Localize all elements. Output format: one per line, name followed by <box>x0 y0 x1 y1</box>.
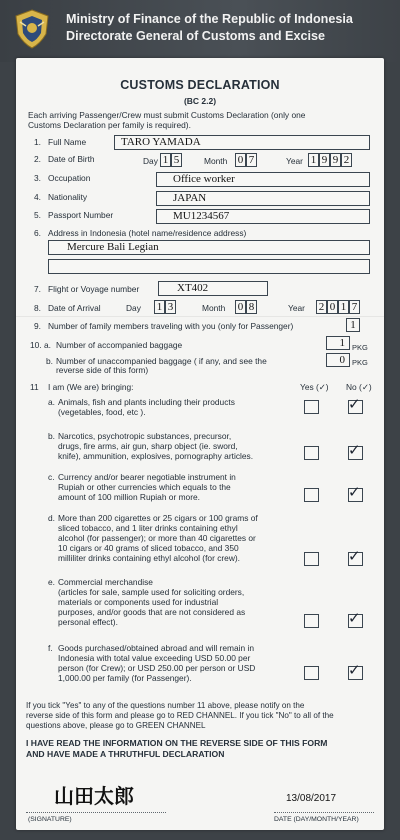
field-1-number: 1. <box>34 137 41 147</box>
field-6-number: 6. <box>34 228 41 238</box>
item-b-text: Narcotics, psychotropic substances, precursor, <box>58 431 232 441</box>
nationality-field[interactable]: JAPAN <box>156 191 370 206</box>
directorate-title: Directorate General of Customs and Excise <box>66 29 325 43</box>
item-d-no-mark: ✓ <box>348 547 361 565</box>
unaccompanied-baggage-unit: PKG <box>352 358 368 367</box>
family-members-label: Number of family members traveling with you (only for Passenger) <box>48 321 294 331</box>
item-d-no-checkbox[interactable] <box>348 547 363 566</box>
item-e-text: materials or components used for industrial <box>58 597 219 607</box>
field-10a-number: 10. a. <box>30 340 51 350</box>
field-4-number: 4. <box>34 192 41 202</box>
passport-label: Passport Number <box>48 210 114 220</box>
date-label: DATE (DAY/MONTH/YEAR) <box>274 816 359 823</box>
channel-notice: reverse side of this form and please go to RED CHANNEL. If you tick "No" to all of the <box>26 711 334 720</box>
field-2-number: 2. <box>34 154 41 164</box>
item-d-letter: d. <box>48 513 55 523</box>
dob-year-digit[interactable]: 9 <box>330 153 341 167</box>
item-b-no-mark: ✓ <box>348 441 361 459</box>
customs-declaration-form <box>16 58 384 830</box>
item-a-text: Animals, fish and plants including their products <box>58 397 235 407</box>
arrival-month-label: Month <box>202 303 226 313</box>
item-f-text: Goods purchased/obtained abroad and will remain in <box>58 643 255 653</box>
ministry-title: Ministry of Finance of the Republic of Indonesia <box>66 12 353 26</box>
arrival-day-label: Day <box>126 303 141 313</box>
flight-number-field[interactable]: XT402 <box>158 281 268 296</box>
item-c-no-mark: ✓ <box>348 483 361 501</box>
arrival-year-label: Year <box>288 303 305 313</box>
intro-line-2: Customs Declaration per family is required). <box>28 120 191 130</box>
occupation-field[interactable]: Office worker <box>156 172 370 187</box>
item-f-text: 1,000.00 per family (for Passenger). <box>58 673 192 683</box>
field-8-number: 8. <box>34 303 41 313</box>
occupation-label: Occupation <box>48 173 91 183</box>
customs-emblem-icon <box>12 8 52 50</box>
item-a-text: (vegetables, food, etc ). <box>58 407 146 417</box>
arrival-date-label: Date of Arrival <box>48 303 101 313</box>
form-code: (BC 2.2) <box>183 96 217 106</box>
item-a-yes-checkbox[interactable] <box>304 400 319 414</box>
field-9-number: 9. <box>34 321 41 331</box>
address-field-line-1[interactable]: Mercure Bali Legian <box>48 240 370 255</box>
field-3-number: 3. <box>34 173 41 183</box>
arrival-year-digit[interactable]: 1 <box>338 300 349 314</box>
item-e-no-checkbox[interactable] <box>348 609 363 628</box>
item-f-text: Indonesia with total value exceeding USD 50.00 per <box>58 653 251 663</box>
header-band <box>0 0 400 62</box>
item-a-no-checkbox[interactable] <box>348 395 363 414</box>
nationality-label: Nationality <box>48 192 88 202</box>
item-d-text: 10 cigars or 40 grams of sliced tobacco, and 350 <box>58 543 239 553</box>
arrival-year-digit[interactable]: 7 <box>349 300 360 314</box>
item-e-text: purposes, and/or goods that are not considered as <box>58 607 246 617</box>
dob-year-digit[interactable]: 1 <box>308 153 319 167</box>
dob-month-label: Month <box>204 156 228 166</box>
date-line <box>274 812 374 813</box>
item-a-no-mark: ✓ <box>348 395 361 413</box>
item-d-text: More than 200 cigarettes or 25 cigars or 100 grams of <box>58 513 258 523</box>
bringing-label: I am (We are) bringing: <box>48 382 134 392</box>
accompanied-baggage-unit: PKG <box>352 343 368 352</box>
item-c-no-checkbox[interactable] <box>348 483 363 502</box>
item-b-yes-checkbox[interactable] <box>304 446 319 460</box>
item-d-text: sliced tobacco, and 1 liter drinks containing ethyl <box>58 523 238 533</box>
item-e-no-mark: ✓ <box>348 609 361 627</box>
full-name-label: Full Name <box>48 137 87 147</box>
unaccompanied-baggage-label-2: reverse side of this form) <box>56 365 149 375</box>
item-f-text: person (for Crew); or USD 250.00 per person or USD <box>58 663 256 673</box>
arrival-year-digit[interactable]: 0 <box>327 300 338 314</box>
dob-day-digit[interactable]: 5 <box>171 153 182 167</box>
item-e-text: (articles for sale, sample used for soliciting orders, <box>58 587 245 597</box>
item-f-no-mark: ✓ <box>348 661 361 679</box>
arrival-day-digit[interactable]: 1 <box>154 300 165 314</box>
form-title: CUSTOMS DECLARATION <box>120 78 280 92</box>
declaration-statement: AND HAVE MADE A THRUTHFUL DECLARATION <box>26 749 225 759</box>
dob-day-label: Day <box>143 156 158 166</box>
no-column-header: No (✓) <box>346 382 372 392</box>
declaration-date: 13/08/2017 <box>286 793 337 804</box>
unaccompanied-baggage-label-1: Number of unaccompanied baggage ( if any, and see the <box>56 356 267 366</box>
item-d-text: milliliter drinks containing ethyl alcohol (for crew). <box>58 553 240 563</box>
flight-label: Flight or Voyage number <box>48 284 140 294</box>
dob-month-digit[interactable]: 0 <box>235 153 246 167</box>
channel-notice: questions above, please go to GREEN CHANNEL <box>26 721 206 730</box>
dob-month-digit[interactable]: 7 <box>246 153 257 167</box>
item-f-no-checkbox[interactable] <box>348 661 363 680</box>
arrival-month-digit[interactable]: 0 <box>235 300 246 314</box>
item-c-yes-checkbox[interactable] <box>304 488 319 502</box>
field-11-number: 11 <box>30 382 39 392</box>
field-5-number: 5. <box>34 210 41 220</box>
item-f-letter: f. <box>48 643 53 653</box>
item-c-letter: c. <box>48 472 55 482</box>
item-c-text: amount of 100 million Rupiah or more. <box>58 492 200 502</box>
paper-fold <box>16 316 384 317</box>
dob-year-digit[interactable]: 9 <box>319 153 330 167</box>
item-b-text: knife), ammunition, explosives, pornography articles. <box>58 451 254 461</box>
arrival-month-digit[interactable]: 8 <box>246 300 257 314</box>
item-e-letter: e. <box>48 577 55 587</box>
arrival-year-digit[interactable]: 2 <box>316 300 327 314</box>
item-e-text: Commercial merchandise <box>58 577 153 587</box>
channel-notice: If you tick "Yes" to any of the questions number 11 above, please notify on the <box>26 701 305 710</box>
accompanied-baggage-field[interactable]: 1 <box>326 336 350 350</box>
accompanied-baggage-label: Number of accompanied baggage <box>56 340 183 350</box>
field-10b-number: b. <box>46 356 53 366</box>
passport-field[interactable]: MU1234567 <box>156 209 370 224</box>
dob-day-digit[interactable]: 1 <box>160 153 171 167</box>
item-c-text: Currency and/or bearer negotiable instrument in <box>58 472 236 482</box>
dob-year-digit[interactable]: 2 <box>341 153 352 167</box>
item-a-letter: a. <box>48 397 55 407</box>
item-e-text: personal effect). <box>58 617 118 627</box>
item-b-no-checkbox[interactable] <box>348 441 363 460</box>
signature-line <box>26 812 166 813</box>
dob-label: Date of Birth <box>48 154 95 164</box>
field-7-number: 7. <box>34 284 41 294</box>
family-members-field[interactable]: 1 <box>346 318 360 332</box>
arrival-day-digit[interactable]: 3 <box>165 300 176 314</box>
item-b-letter: b. <box>48 431 55 441</box>
unaccompanied-baggage-field[interactable]: 0 <box>326 353 350 367</box>
item-b-text: drugs, fire arms, air gun, sharp object (ie. sword, <box>58 441 238 451</box>
item-e-yes-checkbox[interactable] <box>304 614 319 628</box>
item-d-yes-checkbox[interactable] <box>304 552 319 566</box>
declaration-statement: I HAVE READ THE INFORMATION ON THE REVERSE SIDE OF THIS FORM <box>26 738 328 748</box>
address-field-line-2[interactable] <box>48 259 370 274</box>
yes-column-header: Yes (✓) <box>300 382 329 392</box>
signature-label: (SIGNATURE) <box>28 816 72 823</box>
item-f-yes-checkbox[interactable] <box>304 666 319 680</box>
dob-year-label: Year <box>286 156 303 166</box>
item-d-text: alcohol (for passenger); or more than 40 cigarettes or <box>58 533 256 543</box>
signature: 山田太郎 <box>54 784 134 808</box>
full-name-field[interactable]: TARO YAMADA <box>114 135 370 150</box>
item-c-text: Rupiah or other currencies which equals to the <box>58 482 231 492</box>
intro-line-1: Each arriving Passenger/Crew must submit Customs Declaration (only one <box>28 110 306 120</box>
address-label: Address in Indonesia (hotel name/residence address) <box>48 228 247 238</box>
